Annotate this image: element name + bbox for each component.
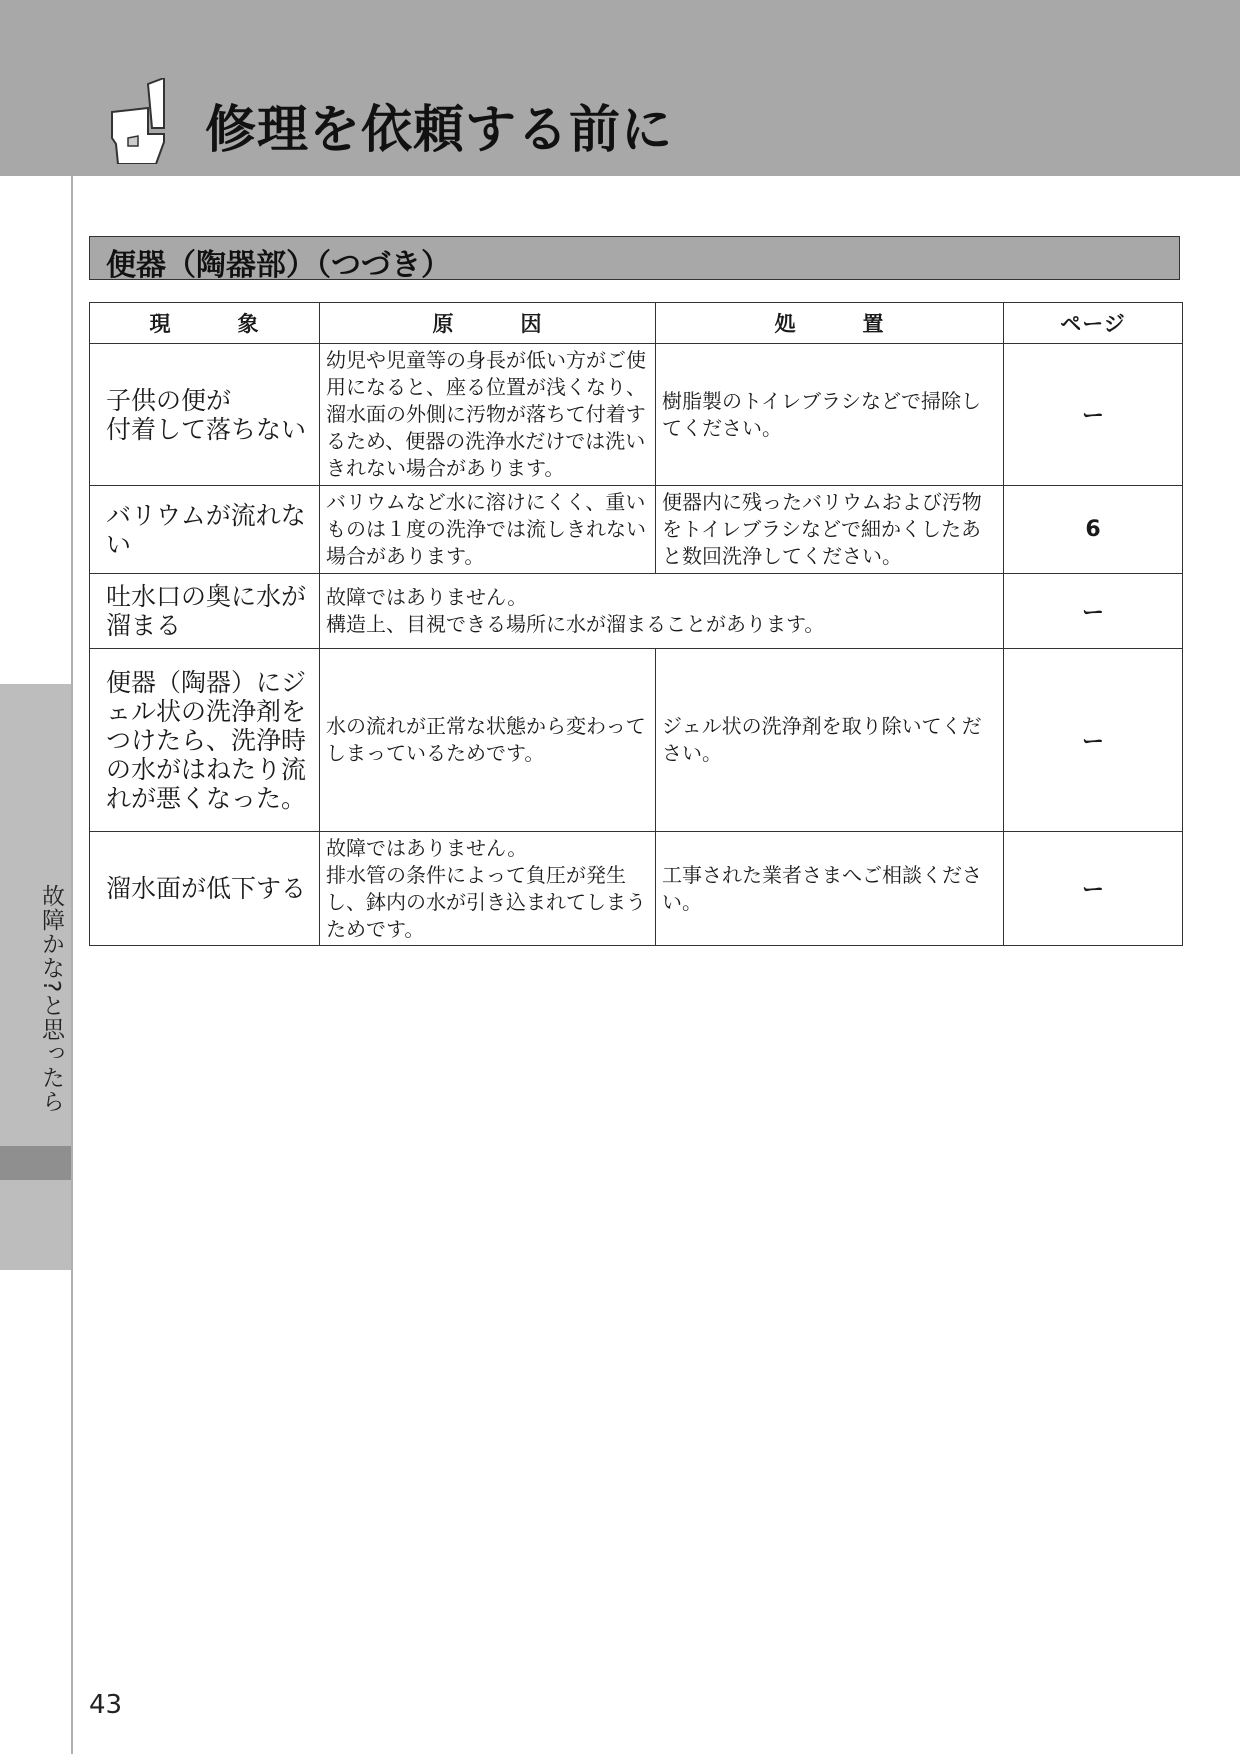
page-cell: ー: [1004, 344, 1183, 486]
remedy-cell: 便器内に残ったバリウムおよび汚物をトイレブラシなどで細かくしたあと数回洗浄してください。: [656, 486, 1004, 574]
symptom-cell: 吐水口の奥に水が溜まる: [90, 574, 320, 649]
margin-line: [71, 176, 73, 1754]
header-cause: 原 因: [320, 303, 656, 344]
table-row: [90, 486, 1183, 574]
table-header-row: [90, 303, 1183, 344]
troubleshooting-table: [89, 302, 1183, 946]
page-cell: ー: [1004, 649, 1183, 832]
table-row: [90, 832, 1183, 946]
header-page: ページ: [1004, 303, 1183, 344]
remedy-cell: ジェル状の洗浄剤を取り除いてください。: [656, 649, 1004, 832]
table-row: [90, 574, 1183, 649]
symptom-cell: 溜水面が低下する: [90, 832, 320, 946]
symptom-cell: バリウムが流れない: [90, 486, 320, 574]
section-heading-bar: [89, 236, 1180, 283]
header-symptom: 現 象: [90, 303, 320, 344]
cause-cell: バリウムなど水に溶けにくく、重いものは１度の洗浄では流しきれない場合があります。: [320, 486, 656, 574]
side-tab-marker: [0, 1146, 71, 1180]
side-tab-label: 故障かな?と思ったら: [38, 884, 64, 1114]
cause-cell: 幼児や児童等の身長が低い方がご使用になると、座る位置が浅くなり、溜水面の外側に汚物が落ちて付着するため、便器の洗浄水だけでは洗いきれない場合があります。: [320, 344, 656, 486]
page-number: 43: [89, 1690, 123, 1720]
page-cell: 6: [1004, 486, 1183, 574]
page-cell: ー: [1004, 832, 1183, 946]
symptom-cell: 便器（陶器）にジェル状の洗浄剤をつけたら、洗浄時の水がはねたり流れが悪くなった。: [90, 649, 320, 832]
section-title: 便器（陶器部）（つづき）: [106, 248, 451, 283]
cause-cell: 故障ではありません。 構造上、目視できる場所に水が溜まることがあります。: [320, 574, 1004, 649]
header-band: [0, 0, 1240, 176]
page-title: 修理を依頼する前に: [205, 101, 674, 160]
header-remedy: 処 置: [656, 303, 1004, 344]
cause-cell: 水の流れが正常な状態から変わってしまっているためです。: [320, 649, 656, 832]
remedy-cell: 樹脂製のトイレブラシなどで掃除してください。: [656, 344, 1004, 486]
table-row: [90, 344, 1183, 486]
symptom-cell: 子供の便が 付着して落ちない: [90, 344, 320, 486]
cause-cell: 故障ではありません。 排水管の条件によって負圧が発生し、鉢内の水が引き込まれてしまうためです。: [320, 832, 656, 946]
page-cell: ー: [1004, 574, 1183, 649]
table-row: [90, 649, 1183, 832]
remedy-cell: 工事された業者さまへご相談ください。: [656, 832, 1004, 946]
toilet-icon: [108, 78, 174, 164]
